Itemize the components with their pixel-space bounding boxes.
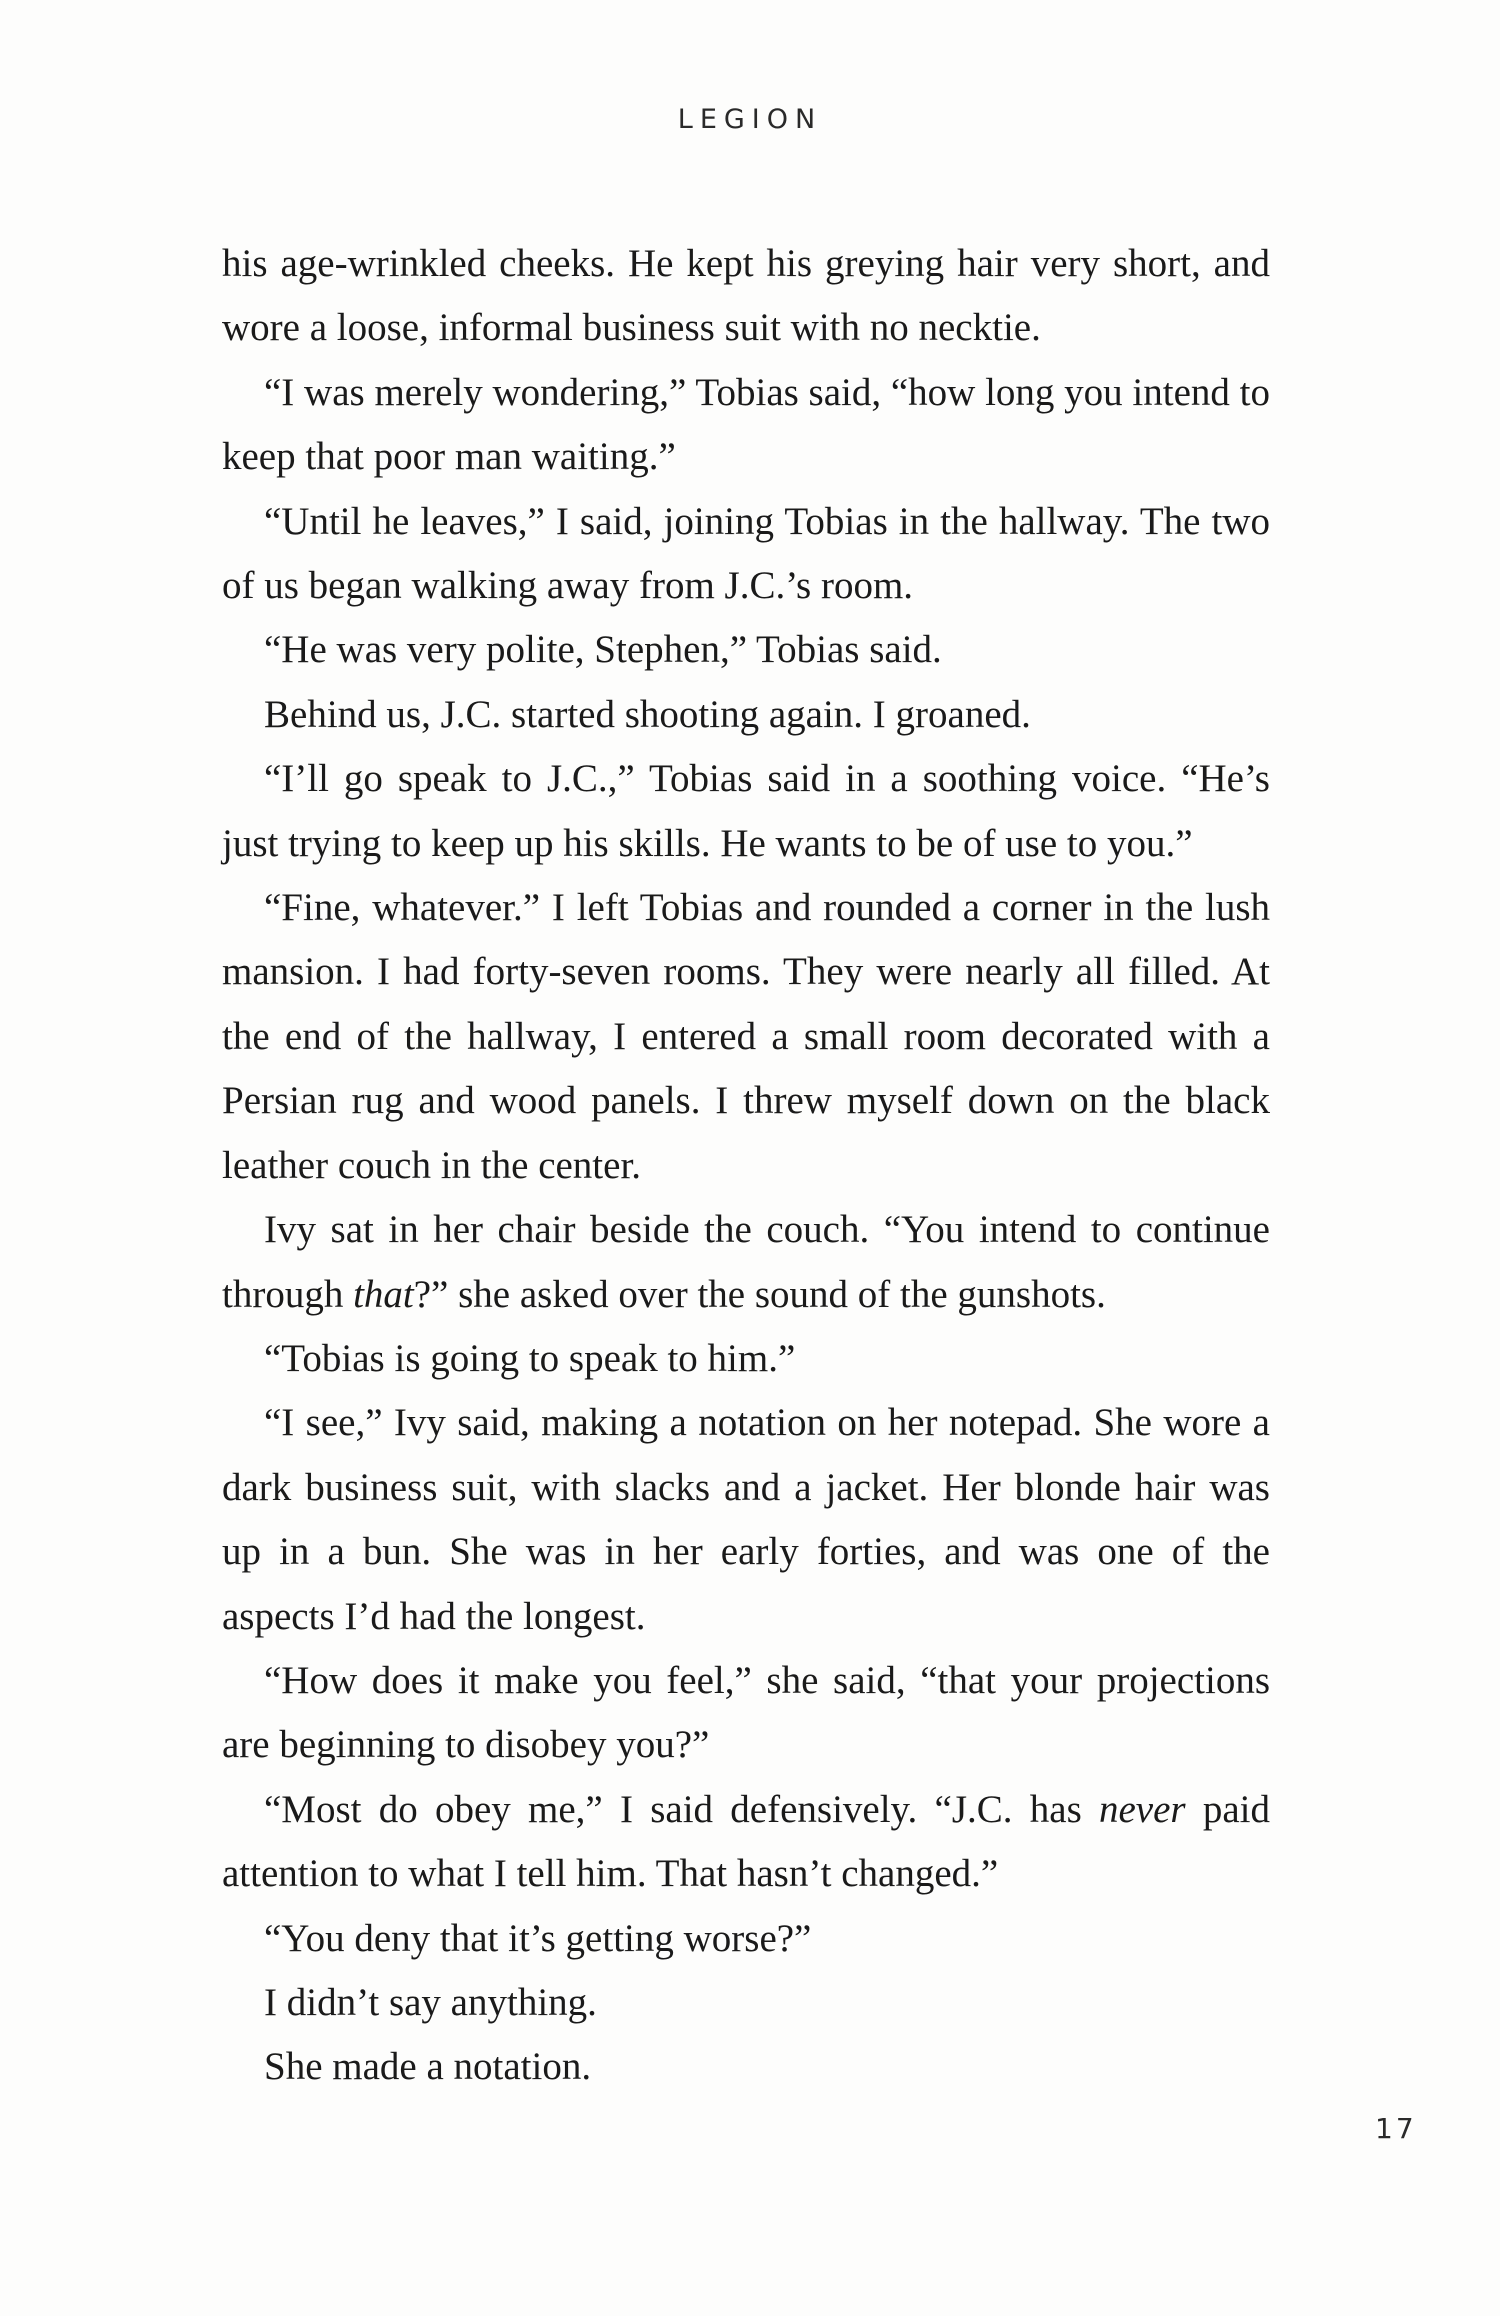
body-text [222,232,1270,2100]
italic-emphasis: never [1099,1787,1186,1831]
paragraph: “Fine, whatever.” I left Tobias and rounded a corner in the lush mansion. I had forty-seven rooms. They were nearly all filled. At the end of the hallway, I entered a small room decorated with a Persian rug and wood panels. I threw myself down on the black leather couch in the center. [222,886,1270,1187]
paragraph-text: paid attention to what I tell him. That hasn’t changed.” [222,1787,1270,1896]
paragraph-text: Ivy sat in her chair beside the couch. “You intend to continue through [222,1208,1270,1316]
running-head-title: LEGION [677,104,823,135]
paragraph-text: “Most do obey me,” I said defensively. “J.C. has [264,1787,1099,1831]
paragraph-text: ?” she asked over the sound of the gunshots. [413,1272,1106,1316]
paragraph [222,1198,1270,1327]
paragraph: “Tobias is going to speak to him.” [264,1336,796,1380]
italic-emphasis: that [353,1272,414,1316]
paragraph: “You deny that it’s getting worse?” [264,1916,812,1960]
paragraph: Behind us, J.C. started shooting again. I groaned. [264,692,1031,736]
paragraph: “I see,” Ivy said, making a notation on her notepad. She wore a dark business suit, with slacks and a jacket. Her blonde hair was up in a bun. She was in her early forties, and was one of the aspects I’d had the longest. [222,1401,1270,1638]
paragraph: I didn’t say anything. [264,1980,597,2024]
paragraph [222,1778,1270,1907]
paragraph: She made a notation. [264,2045,592,2089]
paragraph: “I was merely wondering,” Tobias said, “how long you intend to keep that poor man waiting.” [222,370,1271,479]
paragraph-continued: his age-wrinkled cheeks. He kept his greying hair very short, and wore a loose, informal business suit with no necktie. [222,242,1270,350]
paragraph: “I’ll go speak to J.C.,” Tobias said in a soothing voice. “He’s just trying to keep up his skills. He wants to be of use to you.” [222,757,1270,865]
paragraph: “How does it make you feel,” she said, “that your projections are beginning to disobey you?” [222,1658,1270,1767]
paragraph: “Until he leaves,” I said, joining Tobias in the hallway. The two of us began walking away from J.C.’s room. [222,499,1270,608]
paragraph: “He was very polite, Stephen,” Tobias said. [264,628,942,672]
page-number: 17 [1375,2112,1417,2145]
